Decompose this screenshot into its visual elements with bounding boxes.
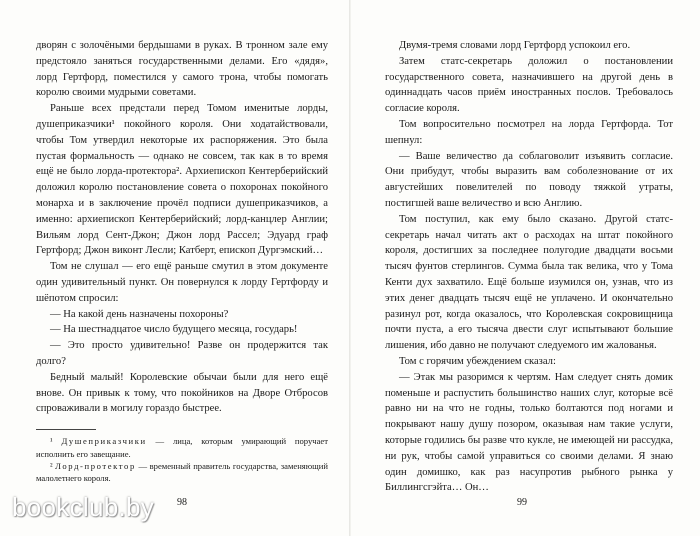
paragraph: дворян с золочёными бердышами в руках. В тронном зале ему предстояло заняться государственными делами. Его «дядя», лорд Гертфорд, поместился у самого трона, чтобы помогать королю своими мудрыми советами. xyxy=(36,40,328,99)
footnotes xyxy=(36,429,328,485)
paragraph: Двумя-тремя словами лорд Гертфорд успокоил его. xyxy=(399,40,631,51)
footnote: ² Лорд-протектор — временный правитель государства, заменяющий малолетнего короля. xyxy=(36,460,328,484)
paragraph: — Ваше величество да соблаговолит изъявить согласие. Они прибудут, чтобы выразить вам соболезнование от их августейших повелителей по поводу тяжкой утраты, постигшей ваше величество и всю Англию. xyxy=(385,150,673,209)
footnote-text: — лица, которым умирающий поручает исполнить его завещание. xyxy=(36,436,328,459)
footnote-term: Лорд-протектор xyxy=(55,460,136,471)
footnote: ¹ Душеприказчики — лица, которым умирающий поручает исполнить его завещание. xyxy=(36,436,328,459)
book-gutter xyxy=(349,0,351,536)
paragraph: Том не слушал — его ещё раньше смутил в этом документе один удивительный пункт. Он повернулся к лорду Гертфорду и шёпотом спросил: xyxy=(36,261,328,304)
paragraph: — Этак мы разоримся к чертям. Нам следует снять домик поменьше и распустить большинство наших слуг, которые всё равно ни на что не годны, только болтаются под ногами и покрывают нашу душу позором, оказывая нам такие услуги, которые годились бы разве что кукле, не имеющей ни рассудка, ни рук, чтобы самой управиться со своими делами. Я знаю один домишко, как раз насупротив рыбного рынка у Биллингсгэйта… Он… xyxy=(385,371,673,494)
paragraph: Том вопросительно посмотрел на лорда Гертфорда. Тот шепнул: xyxy=(385,118,673,146)
paragraph: Затем статс-секретарь доложил о постановлении государственного совета, назначившего на другой день в одиннадцать часов приём иностранных послов. Требовалось согласие короля. xyxy=(385,55,673,115)
paragraph: — На какой день назначены похороны? xyxy=(50,308,229,320)
watermark-logo: bookclub.by xyxy=(12,492,155,522)
paragraph: — На шестнадцатое число будущего месяца, государь! xyxy=(50,324,298,336)
paragraph: Раньше всех предстали перед Томом именитые лорды, душеприказчики¹ покойного короля. Они ходатайствовали, чтобы Том утвердил некоторые их распоряжения. Это была пустая формальность — однако не совсем, так как в то время ещё не было лорда-протектора². Архиепископ Кентерберийский доложил королю постановление совета о похоронах покойного монарха и в заключение прочёл подписи душеприказчиков, а именно: архиепископ Кентерберийский; лорд-канцлер Англии; Вильям лорд Сент-Джон; Джон лорд Рассел; Эдуард граф Гертфорд; Джон виконт Лесли; Катберт, епископ Дургэмский… xyxy=(36,103,328,257)
right-page xyxy=(385,38,673,496)
footnote-text: — временный правитель государства, заменяющий малолетнего короля. xyxy=(36,460,328,484)
footnote-term: Душеприказчики xyxy=(61,436,147,447)
paragraph: Том с горячим убеждением сказал: xyxy=(399,355,556,367)
paragraph: — Это просто удивительно! Разве он продержится так долго? xyxy=(36,340,328,367)
paragraph: Бедный малый! Королевские обычаи были для него ещё внове. Он привык к тому, что покойников на Дворе Отбросов спроваживали в могилу гораздо быстрее. xyxy=(36,371,328,415)
left-page xyxy=(36,38,328,485)
page-number-left: 98 xyxy=(177,497,187,508)
paragraph: Том поступил, как ему было сказано. Другой статс-секретарь начал читать акт о расходах на штат покойного короля, достигших за последнее полугодие двадцати восьми тысяч фунтов стерлингов. Сумма была так велика, что у Тома Кенти дух захватило. Ещё больше изумился он, узнав, что из этих денег двадцать тысяч ещё не уплачено. И окончательно разинул рот, когда оказалось, что Королевская сокровищница почти пуста, а его тысяча двести слуг испытывают большие лишения, ибо давно не получают следуемого им жалованья. xyxy=(385,213,673,352)
page-number-right: 99 xyxy=(517,497,527,508)
